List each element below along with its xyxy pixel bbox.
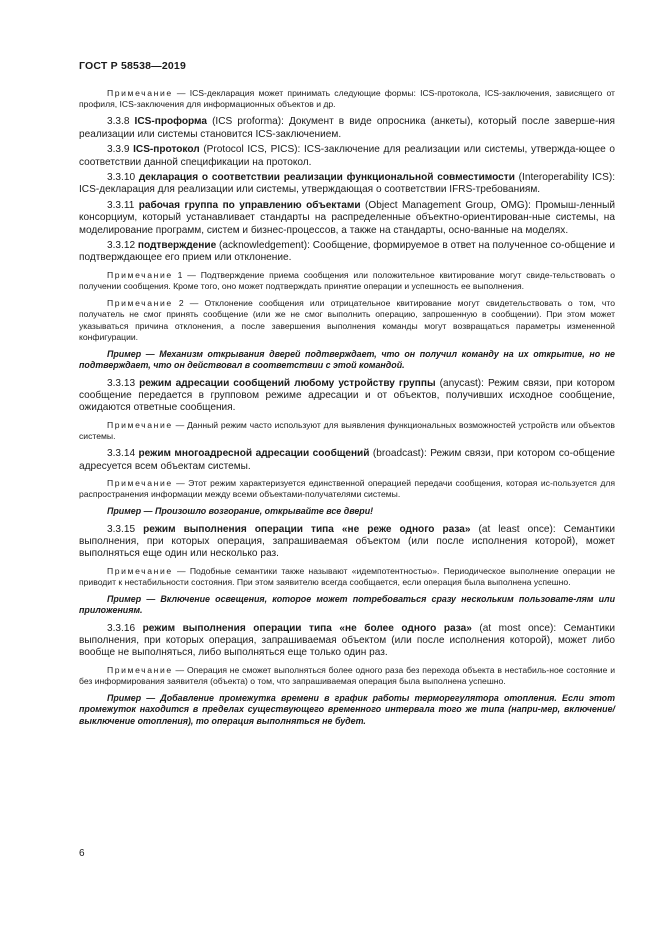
note-label: Примечание (107, 88, 173, 98)
page-number: 6 (79, 848, 85, 859)
note-label: Примечание (107, 419, 173, 430)
term-number: 3.3.15 (107, 523, 136, 535)
term-3-3-11 (79, 200, 615, 237)
term-name: декларация о соответствии реализации функциональной совместимости (138, 172, 515, 184)
term-number: 3.3.14 (107, 448, 136, 460)
term-number: 3.3.9 (107, 144, 130, 156)
document-header: ГОСТ Р 58538—2019 (79, 60, 187, 72)
term-3-3-16 (79, 623, 615, 660)
term-definition: (at most once): Семантики выполнения, при которых операция, запрашиваемая объектом (или после исполнения которой), может либо вообще не выполняться, либо выполняться еще только один раз. (79, 622, 615, 659)
note-anycast (79, 420, 615, 442)
term-3-3-8 (79, 116, 615, 141)
note-label: Примечание (107, 298, 173, 309)
term-number: 3.3.12 (107, 240, 136, 252)
term-3-3-12 (79, 240, 615, 265)
term-name: ICS-проформа (134, 116, 207, 128)
note-2-rejection (79, 298, 615, 343)
note-idempotency (79, 566, 615, 588)
term-name: режим выполнения операции типа «не реже одного раза» (143, 523, 471, 535)
note-ics-declaration (79, 88, 615, 110)
term-number: 3.3.13 (107, 377, 136, 389)
term-3-3-15 (79, 524, 615, 561)
term-name: режим многоадресной адресации сообщений (138, 448, 370, 460)
note-label: Примечание (107, 565, 173, 576)
note-broadcast (79, 478, 615, 500)
term-definition: (Interoperability ICS): ICS-декларация для реализации или системы, утверждающая о соответствии IFRS-требованиям. (79, 172, 615, 196)
note-text: — Этот режим характеризуется единственной операцией передачи сообщения, которая ис-пользуется для распространения информации между всеми объектами-получателями системы. (79, 477, 615, 500)
note-text: — Подобные семантики также называют «идемпотентностью». Периодическое выполнение операции не приводит к нестабильности состояния. При этом заявителю всегда сообщается, если операция была выполнена успешно. (79, 565, 615, 587)
example-thermostat: Пример — Добавление промежутка времени в график работы терморегулятора отопления. Если этот промежуток находится в пределах существующего временного интервала того же типа (напри-мер, включение/выключение отопления), то операция выполняться не будет. (79, 693, 615, 726)
note-text: 1 — Подтверждение приема сообщения или положительное квитирование могут свиде-тельствовать о получении сообщения. Кроме того, оно может подтверждать принятие операции и успешность ее выполнения. (79, 269, 615, 292)
term-definition: (Object Management Group, OMG): Промыш-ленный консорциум, который устанавливает стандарты на распределенные объектно-ориентирован-ные системы, на моделирование программ, систем и бизнес-процессов, а также на стандарты, осно-ванные на моделях. (79, 199, 615, 236)
note-at-most-once (79, 665, 615, 687)
term-number: 3.3.11 (107, 199, 135, 211)
note-text: — ICS-декларация может принимать следующие формы: ICS-протокола, ICS-заключения, зависящего от профиля, ICS-заключения для информационных объектов и др. (79, 88, 615, 110)
term-3-3-14 (79, 448, 615, 473)
note-label: Примечание (107, 269, 173, 280)
term-name: подтверждение (137, 240, 217, 252)
term-name: режим адресации сообщений любому устройству группы (139, 377, 436, 389)
example-door-mechanism: Пример — Механизм открывания дверей подтверждает, что он получил команду на их открытие, но не подтверждает, что он действовал в соответствии с этой командой. (79, 349, 615, 371)
term-definition: (at least once): Семантики выполнения, при которых операция, запрашиваемая объектом (или после исполнения которой), может выполняться еще один или несколько раз. (79, 523, 615, 560)
note-1-acknowledgement (79, 270, 615, 292)
note-text: — Операция не сможет выполняться более одного раза без перехода объекта в нестабиль-ное состояние и без информирования заявителя (объекта) о том, что запрашиваемая операция была выполнена успешно. (79, 664, 615, 686)
term-definition: (ICS proforma): Документ в виде опросника (анкеты), который после заверше-ния реализации или системы становится ICS-заключением. (79, 116, 615, 140)
term-name: рабочая группа по управлению объектами (138, 199, 361, 211)
term-number: 3.3.10 (107, 172, 136, 184)
note-text: 2 — Отклонение сообщения или отрицательное квитирование могут свидетельствовать о том, что получатель не смог принять сообщение (или же не смог выполнить операцию, запрошенную в сообщении). При этом может указываться причина отклонения, а после завершения выполнения команды могут возвращаться параметры измененной конфигурации. (79, 298, 615, 342)
example-lighting: Пример — Включение освещения, которое может потребоваться сразу нескольким пользовате-лям или приложениям. (79, 594, 615, 616)
document-body (79, 88, 615, 733)
term-definition: (anycast): Режим связи, при котором сообщение передается в групповом режиме адресации и от объектов, получивших исходное сообщение, ожидаются ответные сообщения. (79, 377, 615, 414)
term-3-3-10 (79, 172, 615, 197)
term-3-3-9 (79, 144, 615, 169)
example-fire: Пример — Произошло возгорание, открывайте все двери! (107, 506, 374, 517)
term-name: режим выполнения операции типа «не более одного раза» (142, 622, 472, 634)
term-number: 3.3.8 (107, 116, 130, 128)
note-text: — Данный режим часто используют для выявления функциональных возможностей устройств или объектов системы. (79, 419, 615, 441)
note-label: Примечание (107, 477, 173, 488)
term-definition: (broadcast): Режим связи, при котором со-общение адресуется всем объектам системы. (79, 448, 615, 472)
term-definition: (acknowledgement): Сообщение, формируемое в ответ на полученное со-общение и подтверждающее его прием или отклонение. (79, 240, 615, 264)
term-name: ICS-протокол (133, 144, 200, 156)
term-definition: (Protocol ICS, PICS): ICS-заключение для реализации или системы, утвержда-ющее о соответствии данной спецификации на протокол. (79, 144, 615, 168)
term-number: 3.3.16 (107, 622, 136, 634)
note-label: Примечание (107, 664, 173, 675)
term-3-3-13 (79, 378, 615, 415)
